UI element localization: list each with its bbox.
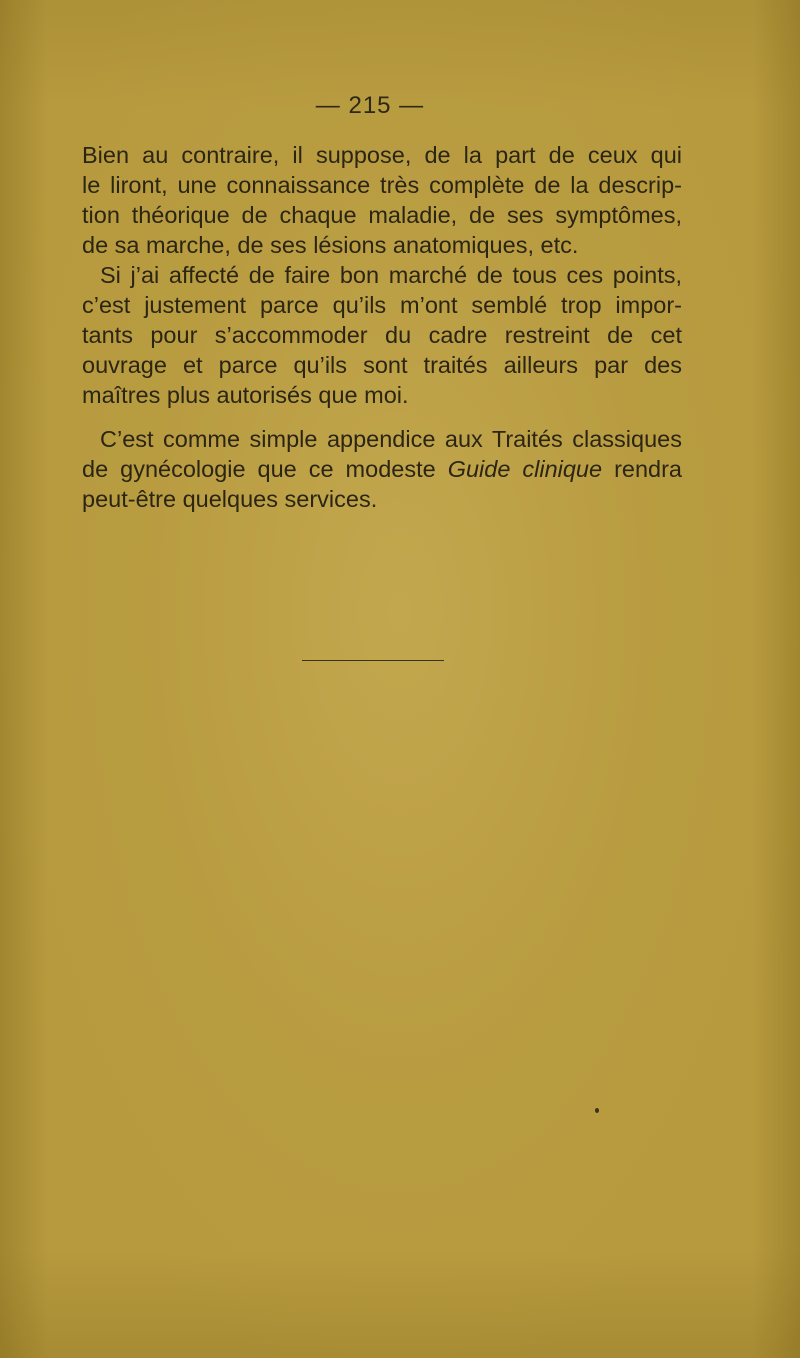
italic-title: Guide clinique — [447, 456, 603, 482]
text-line: c’est justement parce qu’ils m’ont semblé trop impor- — [82, 292, 682, 318]
paragraph-3 — [82, 424, 682, 514]
paper-speck — [595, 1108, 599, 1113]
text-line: Bien au contraire, il suppose, de la part de ceux qui — [82, 142, 682, 168]
section-divider — [302, 660, 444, 661]
text-segment: de gynécologie que ce modeste — [82, 456, 448, 482]
page-number: — 215 — — [315, 92, 425, 119]
text-line: le liront, une connaissance très complète de la descrip- — [82, 172, 682, 198]
text-line: maîtres plus autorisés que moi. — [82, 382, 409, 408]
paragraph-1 — [82, 140, 682, 260]
text-line: peut-être quelques services. — [82, 486, 378, 512]
text-line-mixed — [82, 454, 682, 484]
text-line: C’est comme simple appendice aux Traités classiques — [100, 426, 682, 452]
body-text — [82, 140, 682, 514]
text-segment: rendra — [602, 456, 682, 482]
text-line: tants pour s’accommoder du cadre restreint de cet — [82, 322, 682, 348]
text-line: tion théorique de chaque maladie, de ses symptômes, — [82, 202, 682, 228]
text-line: Si j’ai affecté de faire bon marché de tous ces points, — [100, 262, 682, 288]
text-line: de sa marche, de ses lésions anatomiques, etc. — [82, 232, 579, 258]
text-line: ouvrage et parce qu’ils sont traités ailleurs par des — [82, 352, 682, 378]
paragraph-2 — [82, 260, 682, 410]
